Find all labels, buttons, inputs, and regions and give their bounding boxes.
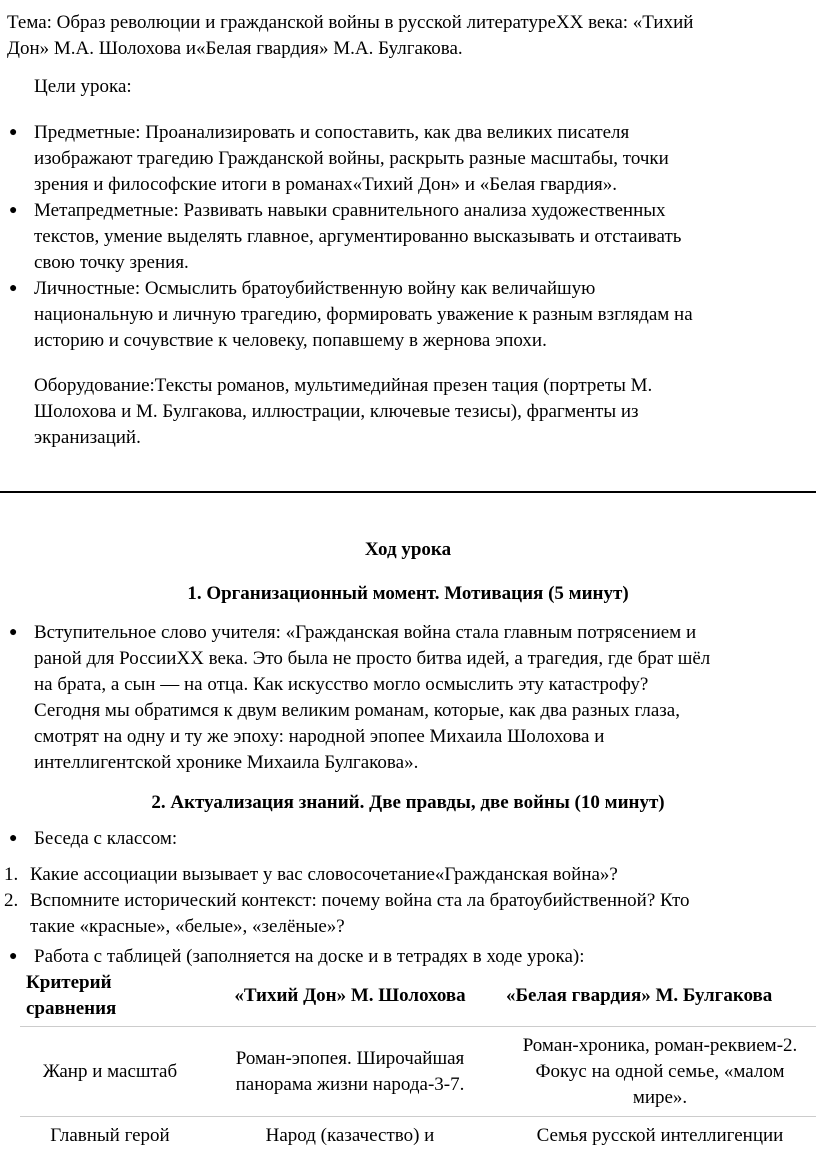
table-header-cell: «Белая гвардия» М. Булгакова [506,985,773,1006]
list-item: ● Метапредметные: Развивать навыки сравнительного анализа художественных текстов, умение выделять главное, аргументированно высказывать и отстаивать свою точку зрения. [9,200,682,273]
talk-list [0,826,177,852]
table-cell: Роман-эпопея. Широчайшая панорама жизни народа-3-7. [235,1047,465,1095]
table-row [20,1117,816,1155]
table-cell: Главный герой [50,1124,170,1146]
goals-list [0,120,693,354]
table-header-row [20,966,816,1027]
list-item: ● Предметные: Проанализировать и сопоставить, как два великих писателя изображают трагедию Гражданской войны, раскрыть разные масштабы, точки зрения и философские итоги в романах«Тихий Дон» и «Белая гвардия». [9,122,669,195]
bullet-icon: ● [9,281,18,296]
goals-heading: Цели урока: [34,76,132,97]
list-item: ● Беседа с классом: [0,826,177,852]
list-item: 2. Вспомните исторический контекст: почему война ста ла братоубийственной? Кто такие «красные», «белые», «зелёные»? [4,890,690,937]
bullet-icon: ● [9,203,18,218]
topic-line-1: Тема: Образ революции и гражданской войны в русской литературеXX века: «Тихий [7,12,694,33]
list-item: ● Личностные: Осмыслить братоубийственную войну как величайшую национальную и личную трагедию, формировать уважение к разным взглядам на историю и сочувствие к человеку, попавшему в жернова эпохи. [9,278,693,351]
horizontal-divider [0,491,816,493]
section-2-heading: 2. Актуализация знаний. Две правды, две войны (10 минут) [151,792,665,813]
bullet-icon: ● [9,125,18,140]
equipment-paragraph: Оборудование:Тексты романов, мультимедийная презен тация (портреты М. Шолохова и М. Булгакова, иллюстрации, ключевые тезисы), фрагменты из экранизаций. [34,375,653,448]
list-item: ● Вступительное слово учителя: «Гражданская война стала главным потрясением и раной для РоссииXX века. Это была не просто битва идей, а трагедия, где брат шёл на брата, а сын — на отца. Как искусство могло осмыслить эту катастрофу? Сегодня мы обратимся к двум великим романам, которые, как два разных глаза, смотрят на одну и ту же эпоху: народной эпопее Михаила Шолохова и интеллигентской хронике Михаила Булгакова». [9,622,711,773]
table-cell: Жанр и масштаб [42,1060,178,1082]
table-header-cell: Критерий сравнения [26,972,117,1019]
questions-list [0,862,690,940]
bullet-icon: ● [9,949,18,964]
lesson-topic [7,10,693,62]
topic-line-2: Дон» М.А. Шолохова и«Белая гвардия» М.А. Булгакова. [7,38,463,59]
table-header-cell: «Тихий Дон» М. Шолохова [234,985,466,1006]
table-cell: Роман-хроника, роман-реквием-2. Фокус на одной семье, «малом мире». [522,1034,798,1108]
bullet-icon: ● [9,831,18,846]
list-item: ● Работа с таблицей (заполняется на доске и в тетрадях в ходе урока): [0,944,585,970]
section-1-heading: 1. Организационный момент. Мотивация (5 минут) [187,583,629,604]
bullet-icon: ● [9,625,18,640]
comparison-table [20,966,816,1155]
intro-list [0,620,710,776]
table-cell: Семья русской интеллигенции [536,1124,784,1146]
list-item: 1. Какие ассоциации вызывает у вас словосочетание«Гражданская война»? [4,864,618,885]
table-row [20,1027,816,1117]
table-cell: Народ (казачество) и [265,1124,435,1146]
course-heading: Ход урока [364,539,452,560]
